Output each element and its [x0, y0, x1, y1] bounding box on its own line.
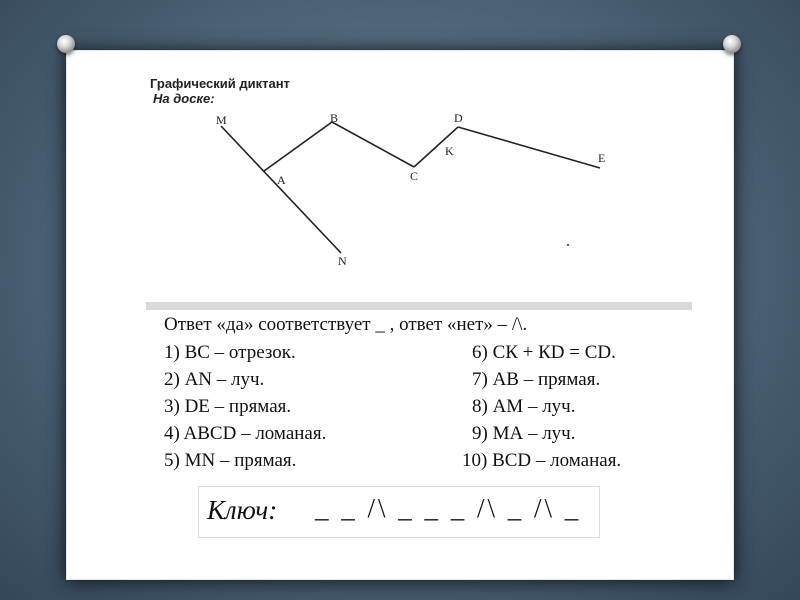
point-label-m: M — [216, 113, 227, 127]
question-item: 9) МА – луч. — [472, 423, 576, 444]
point-label-d: D — [454, 111, 463, 125]
question-item: 4) ABCD – ломаная. — [164, 423, 327, 444]
question-item: 6) СК + КD = CD. — [472, 342, 616, 363]
segment-de — [458, 127, 600, 168]
segment-ab — [264, 122, 332, 171]
pushpin-icon — [723, 35, 741, 53]
key-value: _ _ /\ _ _ _ /\ _ /\ _ — [315, 493, 582, 523]
geometry-drawing — [146, 74, 692, 302]
point-label-k: K — [445, 144, 454, 158]
pushpin-icon — [57, 35, 75, 53]
point-label-b: B — [330, 111, 339, 125]
question-item: 2) АN – луч. — [164, 369, 265, 390]
point-label-n: N — [338, 254, 347, 268]
point-label-c: C — [410, 169, 419, 183]
point-label-e: E — [598, 151, 606, 165]
answer-instruction: Ответ «да» соответствует _ , ответ «нет» – /\. — [164, 314, 528, 335]
question-list — [146, 310, 692, 476]
point-label-a: A — [277, 173, 286, 187]
question-item: 10) BCD – ломаная. — [462, 450, 622, 471]
question-item: 5) MN – прямая. — [164, 450, 297, 471]
board-title: Графический диктант — [150, 76, 290, 91]
board-figure — [146, 74, 692, 302]
question-item: 1) ВС – отрезок. — [164, 342, 296, 363]
segment-bc — [332, 122, 414, 167]
question-item: 3) DE – прямая. — [164, 396, 292, 417]
board-subtitle: На доске: — [153, 91, 215, 106]
key-label: Ключ: — [207, 495, 278, 525]
answer-key — [198, 486, 600, 538]
dot-mark — [567, 244, 569, 246]
question-item: 7) АВ – прямая. — [472, 369, 601, 390]
divider — [146, 302, 692, 310]
question-item: 8) АМ – луч. — [472, 396, 576, 417]
line-mn — [221, 126, 341, 253]
